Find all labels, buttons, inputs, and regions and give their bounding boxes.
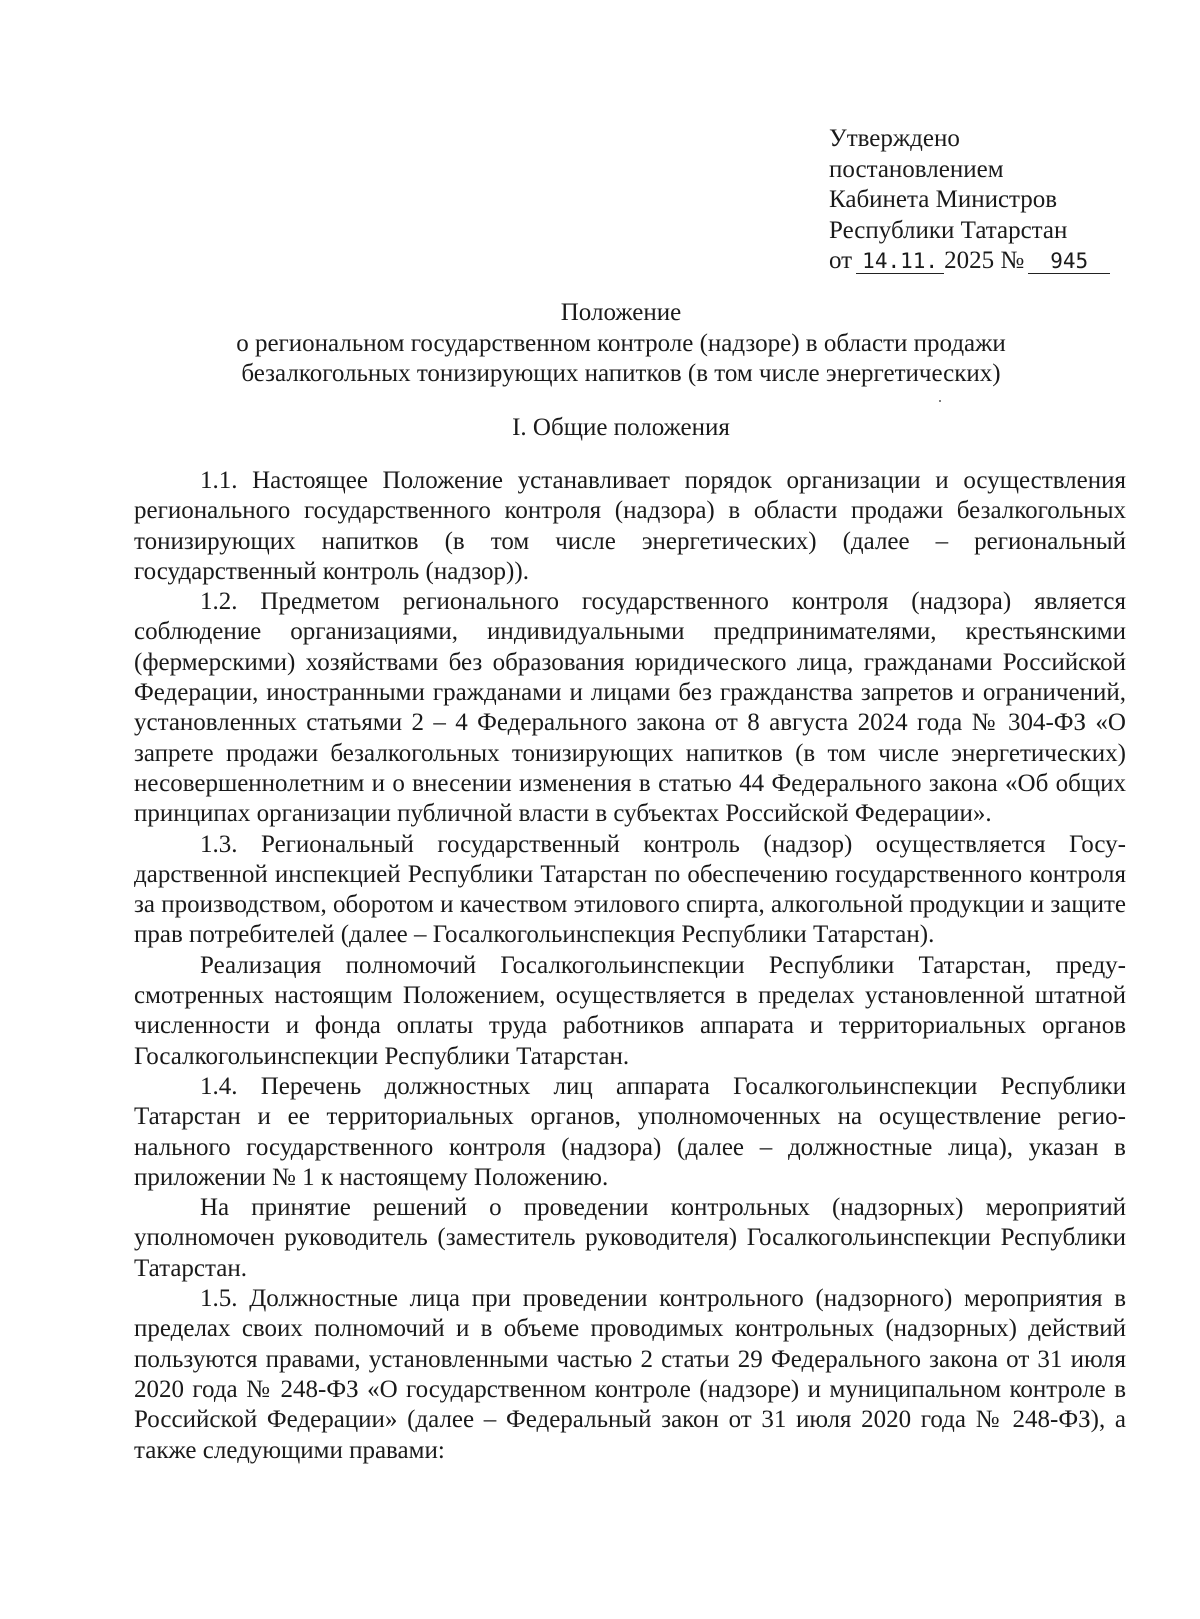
approval-line-resolution: постановлением [829, 155, 1004, 183]
date-prefix: от [829, 247, 853, 274]
paragraph-1-4-decisions: На принятие решений о проведении контрольных (надзорных) мероприятий уполномочен руководитель (заместитель руководителя) Госалкогольинспекции Республики Татарстан. [134, 1194, 1126, 1282]
approval-line-approved: Утверждено [829, 125, 960, 152]
document-body [134, 466, 1126, 1466]
section-title: I. Общие положения [512, 414, 730, 441]
handwritten-number: 945 [1028, 249, 1110, 274]
approval-line-republic: Республики Татарстан [829, 216, 1068, 244]
scan-speck [939, 400, 941, 402]
approval-stamp [829, 124, 1129, 277]
paragraph-1-5: 1.5. Должностные лица при проведении контрольного (надзорного) мероприятия в пределах своих полномочий и в объеме проводимых контрольных (надзорных) действий пользуются правами, установленными частью 2 статьи 29 Федерального закона от 31 июля 2020 года № 248-ФЗ «О государственном контроле (надзоре) и муниципальном контроле в Российской Федерации» (далее – Федеральный закон от 31 июля 2020 года № 248-ФЗ), а также следующими правами: [134, 1285, 1126, 1464]
number-sign: № [1000, 247, 1025, 274]
document-title [130, 298, 1112, 390]
paragraph-1-1: 1.1. Настоящее Положение устанавливает порядок организации и осуществления регионального государственного контроля (надзора) в области продажи безалкогольных тонизирующих напитков (в том числе энергетических) (далее – региональный государственный контроль (надзор)). [134, 467, 1126, 585]
approval-date-line [829, 246, 1129, 277]
paragraph-1-4: 1.4. Перечень должностных лиц аппарата Госалкогольинспекции Республики Татарстан и ее территориальных органов, уполномоченных на осуществление регионального государственного контроля (надзора) (далее – должностные лица), указан в приложении № 1 к настоящему Положению. [134, 1072, 1126, 1191]
title-line-2: безалкогольных тонизирующих напитков (в том числе энергетических) [241, 360, 1001, 387]
approval-year: 2025 [944, 247, 995, 274]
paragraph-1-2: 1.2. Предметом регионального государственного контроля (надзора) является соблюдение организациями, индивидуальными предпринимателями, крестьянскими (фермерскими) хозяйствами без образования юридического лица, гражданами Российской Федерации, иностранными гражданами и лицами без гражданства запретов и ограничений, установленных статьями 2 – 4 Федерального закона от 8 августа 2024 года № 304-ФЗ «О запрете продажи безалкогольных тонизирующих напитков (в том числе энергетических) несовершеннолетним и о внесении изменения в статью 44 Федерального закона «Об общих принципах организации публичной власти в субъектах Российской Федерации». [134, 588, 1126, 828]
approval-line-cabinet: Кабинета Министров [829, 186, 1058, 213]
paragraph-1-3: 1.3. Региональный государственный контроль (надзор) осуществляется Государственной инспекцией Республики Татарстан по обеспечению государственного контроля за производством, оборотом и качеством этилового спирта, алкогольной продукции и защите прав потребителей (далее – Госалкогольинспекция Республики Татарстан). [134, 830, 1126, 949]
paragraph-1-3-implementation: Реализация полномочий Госалкогольинспекции Республики Татарстан, предусмотренных настоящим Положением, осуществляется в пределах установленной штатной численности и фонда оплаты труда работников аппарата и территориальных органов Госалкогольинспекции Республики Татарстан. [134, 951, 1126, 1070]
title-line-1: о региональном государственном контроле (надзоре) в области продажи [236, 329, 1006, 357]
handwritten-date: 14.11. [856, 249, 944, 274]
title-heading: Положение [560, 299, 682, 326]
